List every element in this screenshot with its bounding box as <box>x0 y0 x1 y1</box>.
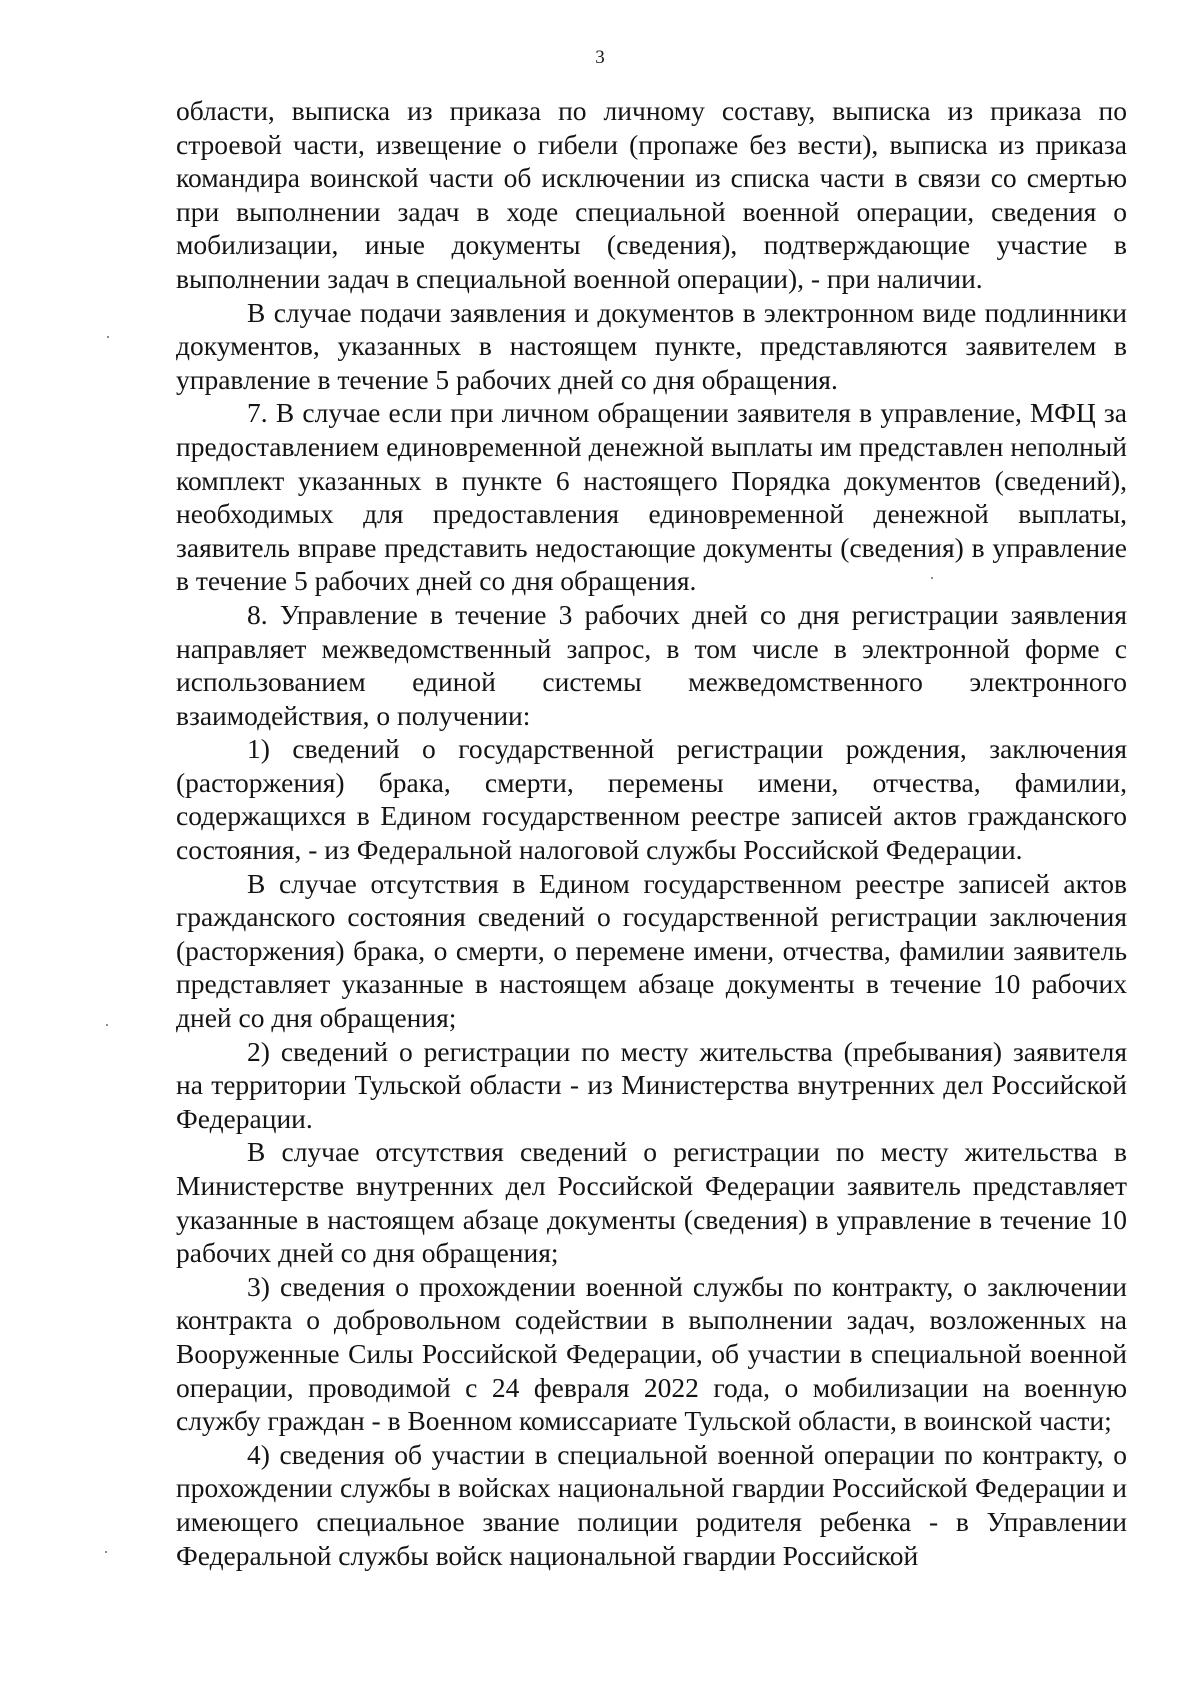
paragraph-subitem-2: 2) сведений о регистрации по месту жительства (пребывания) заявителя на территории Тульской области - из Министерства внутренних дел Российской Федерации. <box>176 1035 1127 1134</box>
scan-speck <box>106 1024 108 1026</box>
paragraph-item-7: 7. В случае если при личном обращении заявителя в управление, МФЦ за предоставлением единовременной денежной выплаты им представлен неполный комплект указанных в пункте 6 настоящего Порядка документов (сведений), необходимых для предоставления единовременной денежной выплаты, заявитель вправе представить недостающие документы (сведения) в управление в течение 5 рабочих дней со дня обращения. <box>176 397 1127 597</box>
document-body <box>176 94 1127 1572</box>
paragraph-item-8: 8. Управление в течение 3 рабочих дней со дня регистрации заявления направляет межведомственный запрос, в том числе в электронной форме с использованием единой системы межведомственного электронного взаимодействия, о получении: <box>176 598 1127 731</box>
paragraph-documents-list-continuation: области, выписка из приказа по личному составу, выписка из приказа по строевой части, извещение о гибели (пропаже без вести), выписка из приказа командира воинской части об исключении из списка части в связи со смертью при выполнении задач в ходе специальной военной операции, сведения о мобилизации, иные документы (сведения), подтверждающие участие в выполнении задач в специальной военной операции), - при наличии. <box>176 95 1127 294</box>
paragraph-electronic-submission: В случае подачи заявления и документов в электронном виде подлинники документов, указанных в настоящем пункте, представляются заявителем в управление в течение 5 рабочих дней со дня обращения. <box>176 296 1127 395</box>
scan-speck <box>931 577 933 579</box>
page-number: 3 <box>595 47 605 68</box>
scan-speck <box>105 1551 107 1553</box>
paragraph-subitem-2-absence: В случае отсутствия сведений о регистрации по месту жительства в Министерстве внутренних дел Российской Федерации заявитель представляет указанные в настоящем абзаце документы (сведения) в управление в течение 10 рабочих дней со дня обращения; <box>176 1136 1127 1269</box>
paragraph-subitem-1: 1) сведений о государственной регистрации рождения, заключения (расторжения) брака, смерти, перемены имени, отчества, фамилии, содержащихся в Едином государственном реестре записей актов гражданского состояния, - из Федеральной налоговой службы Российской Федерации. <box>176 733 1127 866</box>
paragraph-subitem-4: 4) сведения об участии в специальной военной операции по контракту, о прохождении службы в войсках национальной гвардии Российской Федерации и имеющего специальное звание полиции родителя ребенка - в Управлении Федеральной службы войск национальной гвардии Российской <box>176 1438 1127 1571</box>
scan-speck <box>107 336 109 338</box>
paragraph-subitem-1-absence: В случае отсутствия в Едином государственном реестре записей актов гражданского состояния сведений о государственной регистрации заключения (расторжения) брака, о смерти, о перемене имени, отчества, фамилии заявитель представляет указанные в настоящем абзаце документы в течение 10 рабочих дней со дня обращения; <box>176 867 1127 1034</box>
paragraph-subitem-3: 3) сведения о прохождении военной службы по контракту, о заключении контракта о добровольном содействии в выполнении задач, возложенных на Вооруженные Силы Российской Федерации, об участии в специальной военной операции, проводимой с 24 февраля 2022 года, о мобилизации на военную службу граждан - в Военном комиссариате Тульской области, в воинской части; <box>176 1270 1127 1437</box>
